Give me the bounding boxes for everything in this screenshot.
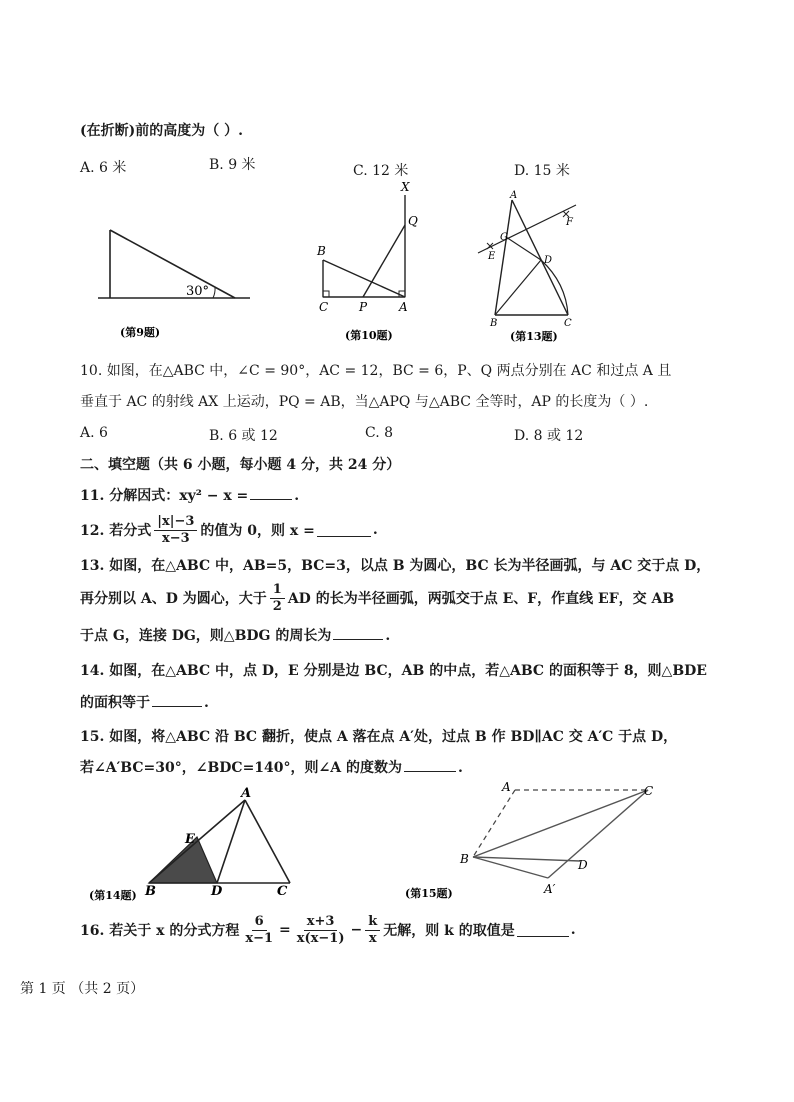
q14-line2-text: 的面积等于 [80, 695, 150, 711]
fig10-caption: (第10题) [345, 329, 393, 342]
q14-end: . [204, 695, 209, 711]
fig10-label-c: C [319, 300, 329, 314]
figure-14 [85, 785, 305, 905]
q15-answer-blank[interactable] [404, 759, 456, 772]
q10-option-c: C. 8 [365, 425, 394, 441]
fig10-label-a: A [399, 300, 408, 314]
q13-line2-post: AD 的长为半径画弧，两弧交于点 E、F，作直线 EF，交 AB [287, 591, 675, 607]
fig15-segment-a2c [548, 790, 648, 878]
q16-fraction-3 [365, 914, 380, 947]
q13-half-numerator: 1 [270, 582, 285, 599]
q11-text: 11. 分解因式：xy² − x = [80, 488, 249, 504]
q13-half-denominator: 2 [272, 598, 282, 614]
q9-option-a: A. 6 米 [80, 160, 127, 176]
fig13-label-d: D [544, 255, 553, 266]
fig13-label-c: C [564, 318, 572, 329]
q16-pre: 16. 若关于 x 的分式方程 [80, 923, 240, 939]
fig14-label-c: C [277, 884, 288, 899]
fig15-caption: (第15题) [405, 887, 453, 900]
fig10-label-x: X [401, 180, 410, 194]
figure-13 [470, 185, 590, 345]
q15-end: . [458, 760, 463, 776]
q9-option-b: B. 9 米 [209, 157, 256, 173]
fig13-side-ac [512, 200, 568, 315]
fig9-angle-label: 30° [186, 284, 210, 299]
figure-10 [305, 175, 425, 345]
q12-fraction [154, 514, 197, 547]
figure-9 [90, 215, 260, 350]
fig14-label-d: D [211, 884, 223, 899]
page-footer: 第 1 页 （共 2 页） [20, 981, 145, 997]
q13-end: . [385, 628, 391, 644]
fig14-label-a: A [241, 786, 252, 801]
q13-answer-blank[interactable] [333, 627, 383, 640]
fig14-side-ac [245, 800, 290, 883]
q13-line3-text: 于点 G，连接 DG，则△BDG 的周长为 [80, 628, 332, 644]
fig15-label-a-prime: A′ [544, 882, 556, 896]
q13-half-fraction [270, 582, 285, 615]
fig10-label-p: P [359, 300, 368, 314]
fig15-label-a: A [502, 780, 511, 794]
q11 [80, 485, 299, 505]
fig14-caption: (第14题) [89, 889, 137, 902]
q16-fraction-2-numerator: x+3 [304, 914, 338, 931]
q12-end: . [372, 522, 378, 538]
q16-fraction-2 [294, 914, 348, 947]
fig13-label-f: F [566, 217, 573, 228]
q12-answer-blank[interactable] [317, 524, 371, 537]
q9-stem-tail: (在折断)前的高度为（ ）. [80, 123, 243, 139]
section-2-title: 二、填空题（共 6 小题，每小题 4 分，共 24 分） [80, 457, 401, 473]
q11-end: . [294, 488, 300, 504]
q16-fraction-2-denominator: x(x−1) [296, 930, 345, 946]
q13-line2 [80, 580, 674, 616]
fig15-label-b: B [460, 852, 469, 866]
fig13-label-g: G [500, 232, 508, 243]
fig15-label-c: C [644, 784, 654, 798]
q9-option-c: C. 12 米 [353, 163, 409, 179]
q15-line2-text: 若∠A′BC=30°，∠BDC=140°，则∠A 的度数为 [80, 760, 402, 776]
q10-line1: 10. 如图，在△ABC 中，∠C = 90°，AC = 12，BC = 6，P、Q 两点分别在 AC 和过点 A 且 [80, 363, 672, 379]
q16 [80, 910, 576, 950]
q9-option-d: D. 15 米 [514, 163, 570, 179]
fig13-caption: (第13题) [510, 330, 558, 343]
fig15-label-d: D [578, 858, 588, 872]
fig10-right-angle-c [323, 291, 329, 297]
q12-post: 的值为 0，则 x = [200, 523, 315, 539]
q13-line2-pre: 再分别以 A、D 为圆心，大于 [80, 591, 267, 607]
q14-answer-blank[interactable] [152, 694, 202, 707]
q16-fraction-1-numerator: 6 [252, 914, 267, 931]
fig9-caption: (第9题) [120, 326, 161, 339]
q16-post: 无解，则 k 的取值是 [383, 923, 515, 939]
q14-line2 [80, 692, 209, 712]
q16-fraction-3-numerator: k [365, 914, 380, 931]
q13-line1: 13. 如图，在△ABC 中，AB=5，BC=3，以点 B 为圆心，BC 长为半径画弧，与 AC 交于点 D， [80, 558, 711, 574]
fig13-line-ef [478, 205, 576, 253]
q15-line1: 15. 如图，将△ABC 沿 BC 翻折，使点 A 落在点 A′处，过点 B 作 BD∥AC 交 A′C 于点 D， [80, 729, 678, 745]
q15-line2 [80, 757, 463, 777]
q12-fraction-numerator: |x|−3 [154, 514, 197, 531]
q13-line3 [80, 625, 390, 645]
q11-answer-blank[interactable] [250, 487, 292, 500]
q10-option-a: A. 6 [80, 425, 108, 441]
fig9-broken-part [110, 230, 235, 298]
q16-answer-blank[interactable] [517, 924, 569, 937]
fig10-label-q: Q [408, 214, 418, 228]
q16-minus: − [350, 922, 363, 938]
q10-option-b: B. 6 或 12 [209, 428, 278, 444]
fig14-label-e: E [185, 832, 195, 847]
fig14-shaded-triangle-bde [149, 837, 217, 883]
fig10-segment-pq [363, 225, 405, 297]
figure-15 [400, 775, 670, 905]
q16-equals: = [279, 922, 291, 938]
fig15-side-bc [473, 790, 648, 857]
q10-line2: 垂直于 AC 的射线 AX 上运动，PQ = AB，当△APQ 与△ABC 全等时，AP 的长度为（ ）. [80, 394, 649, 410]
q16-fraction-1 [242, 914, 276, 947]
fig14-label-b: B [145, 884, 156, 899]
q12-pre: 12. 若分式 [80, 523, 152, 539]
fig13-label-e: E [488, 251, 496, 262]
fig15-dashed-ab [473, 790, 515, 857]
q10-option-d: D. 8 或 12 [514, 428, 584, 444]
fig10-segment-ab [323, 260, 405, 297]
fig13-label-b: B [490, 318, 498, 329]
q16-end: . [570, 922, 576, 938]
q14-line1: 14. 如图，在△ABC 中，点 D，E 分别是边 BC，AB 的中点，若△ABC 的面积等于 8，则△BDE [80, 663, 707, 679]
fig13-label-a: A [510, 190, 518, 201]
fig15-segment-bd [473, 857, 580, 861]
q16-fraction-1-denominator: x−1 [245, 930, 274, 946]
q12 [80, 512, 378, 548]
fig15-segment-ba2 [473, 857, 548, 878]
fig9-angle-arc [213, 287, 215, 298]
fig10-label-b: B [317, 244, 326, 258]
q12-fraction-denominator: x−3 [161, 530, 190, 546]
q16-fraction-3-denominator: x [368, 930, 377, 946]
